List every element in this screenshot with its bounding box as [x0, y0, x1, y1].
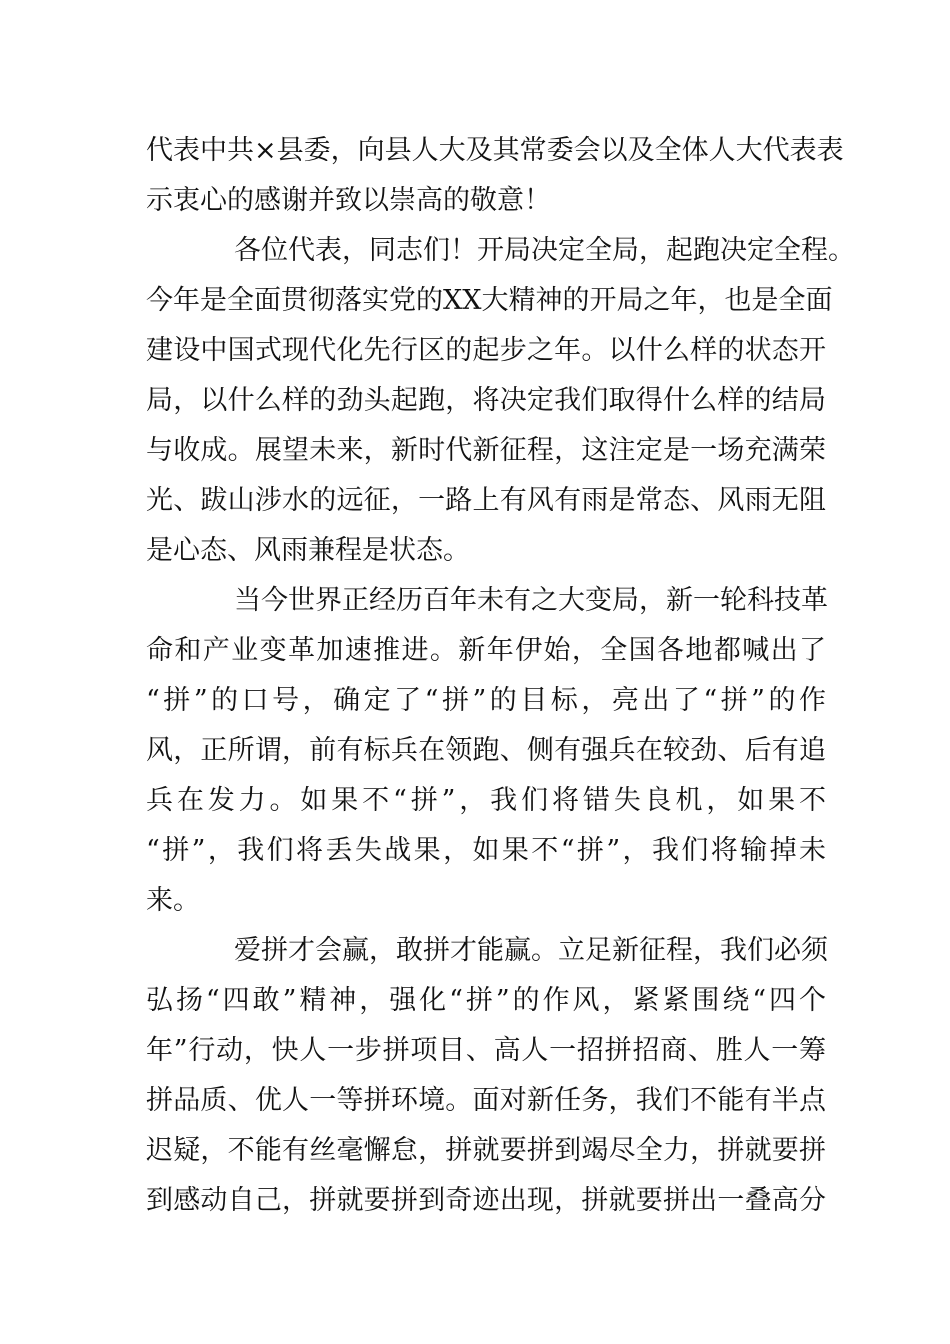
- text-line: 示衷心的感谢并致以崇高的敬意！: [146, 185, 551, 216]
- text-line: 各位代表，同志们！开局决定全局，起跑决定全程。: [234, 235, 855, 266]
- text-line: 爱拼才会赢，敢拼才能赢。立足新征程，我们必须: [234, 935, 828, 966]
- text-line: 迟疑，不能有丝毫懈怠，拼就要拼到竭尽全力，拼就要拼: [146, 1135, 826, 1166]
- text-line: 建设中国式现代化先行区的起步之年。以什么样的状态开: [146, 335, 826, 366]
- paragraph-4: [146, 926, 826, 1226]
- document-body: [146, 126, 855, 1226]
- text-line: 命和产业变革加速推进。新年伊始，全国各地都喊出了: [146, 635, 826, 666]
- text-line: 局，以什么样的劲头起跑，将决定我们取得什么样的结局: [146, 385, 826, 416]
- paragraph-1: [146, 126, 844, 226]
- text-line: 来。: [146, 885, 200, 916]
- text-line: 年”行动，快人一步拼项目、高人一招拼招商、胜人一筹: [146, 1035, 826, 1066]
- paragraph-3: [146, 576, 826, 926]
- text-line: 当今世界正经历百年未有之大变局，新一轮科技革: [234, 585, 828, 616]
- text-line: 兵在发力。如果不“拼”，我们将错失良机，如果不: [146, 785, 826, 816]
- text-line: 到感动自己，拼就要拼到奇迹出现，拼就要拼出一叠高分: [146, 1185, 826, 1216]
- text-line: 代表中共×县委，向县人大及其常委会以及全体人大代表表: [146, 135, 844, 166]
- text-line: 今年是全面贯彻落实党的XX大精神的开局之年，也是全面: [146, 285, 833, 316]
- text-line: 拼品质、优人一等拼环境。面对新任务，我们不能有半点: [146, 1085, 826, 1116]
- text-line: “拼”的口号，确定了“拼”的目标，亮出了“拼”的作: [146, 685, 826, 716]
- text-line: 是心态、风雨兼程是状态。: [146, 535, 470, 566]
- text-line: 风，正所谓，前有标兵在领跑、侧有强兵在较劲、后有追: [146, 735, 826, 766]
- text-line: 与收成。展望未来，新时代新征程，这注定是一场充满荣: [146, 435, 826, 466]
- text-line: 弘扬“四敢”精神，强化“拼”的作风，紧紧围绕“四个: [146, 985, 826, 1016]
- text-line: 光、跋山涉水的远征，一路上有风有雨是常态、风雨无阻: [146, 485, 826, 516]
- paragraph-2: [146, 226, 855, 576]
- text-line: “拼”，我们将丢失战果，如果不“拼”，我们将输掉未: [146, 835, 826, 866]
